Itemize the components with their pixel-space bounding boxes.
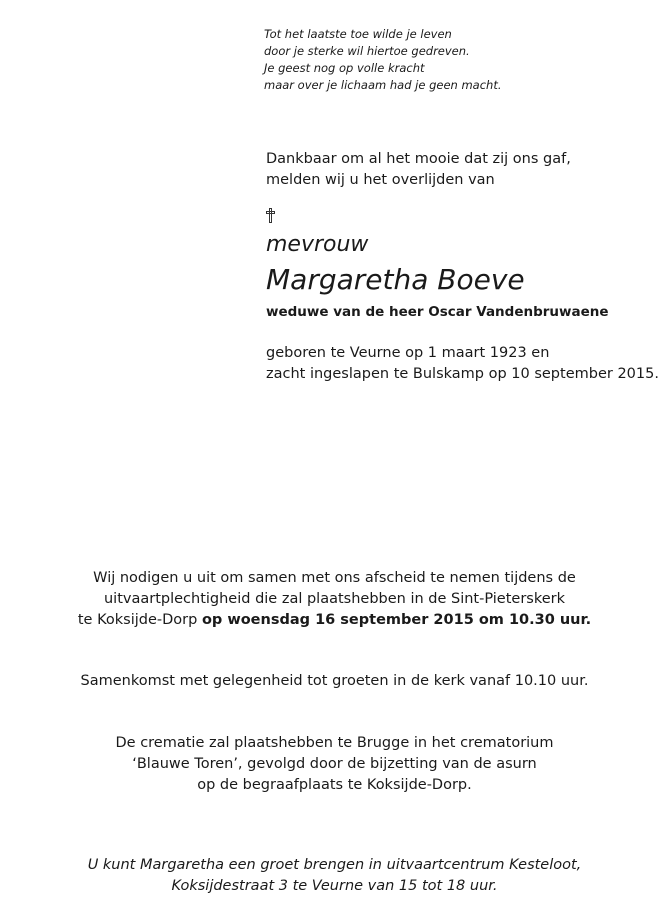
life-dates <box>266 343 659 385</box>
honorific: mevrouw <box>266 232 369 257</box>
memorial-poem <box>264 26 502 94</box>
invitation-location: te Koksijde-Dorp <box>77 612 202 628</box>
visitation-notice <box>0 855 669 897</box>
cremation-line: op de begraafplaats te Koksijde-Dorp. <box>197 777 472 793</box>
announcement-intro <box>266 149 571 191</box>
cremation-line: ‘Blauwe Toren’, gevolgd door de bijzetting van de asurn <box>132 756 537 772</box>
deceased-name: Margaretha Boeve <box>266 263 525 296</box>
dates-line: geboren te Veurne op 1 maart 1923 en <box>266 345 550 361</box>
invitation-line: uitvaartplechtigheid die zal plaatshebben in de Sint-Pieterskerk <box>103 591 566 607</box>
invitation-datetime: op woensdag 16 september 2015 om 10.30 uur. <box>201 612 592 628</box>
dates-line: zacht ingeslapen te Bulskamp op 10 september 2015. <box>266 366 659 382</box>
spouse-line: weduwe van de heer Oscar Vandenbruwaene <box>266 304 609 320</box>
cremation-notice <box>0 733 669 796</box>
cross-icon <box>266 208 275 223</box>
poem-line: Je geest nog op volle kracht <box>264 61 425 75</box>
poem-line: maar over je lichaam had je geen macht. <box>264 78 502 92</box>
intro-line: Dankbaar om al het mooie dat zij ons gaf, <box>266 151 571 167</box>
visitation-line: U kunt Margaretha een groet brengen in uitvaartcentrum Kesteloot, <box>87 857 582 873</box>
poem-line: Tot het laatste toe wilde je leven <box>264 27 452 41</box>
visitation-line: Koksijdestraat 3 te Veurne van 15 tot 18 uur. <box>171 878 498 894</box>
gathering-notice: Samenkomst met gelegenheid tot groeten in de kerk vanaf 10.10 uur. <box>80 673 589 689</box>
poem-line: door je sterke wil hiertoe gedreven. <box>264 44 470 58</box>
intro-line: melden wij u het overlijden van <box>266 172 495 188</box>
cremation-line: De crematie zal plaatshebben te Brugge in het crematorium <box>115 735 554 751</box>
invitation-line <box>0 610 669 631</box>
funeral-invitation <box>0 568 669 631</box>
invitation-line: Wij nodigen u uit om samen met ons afscheid te nemen tijdens de <box>93 570 576 586</box>
